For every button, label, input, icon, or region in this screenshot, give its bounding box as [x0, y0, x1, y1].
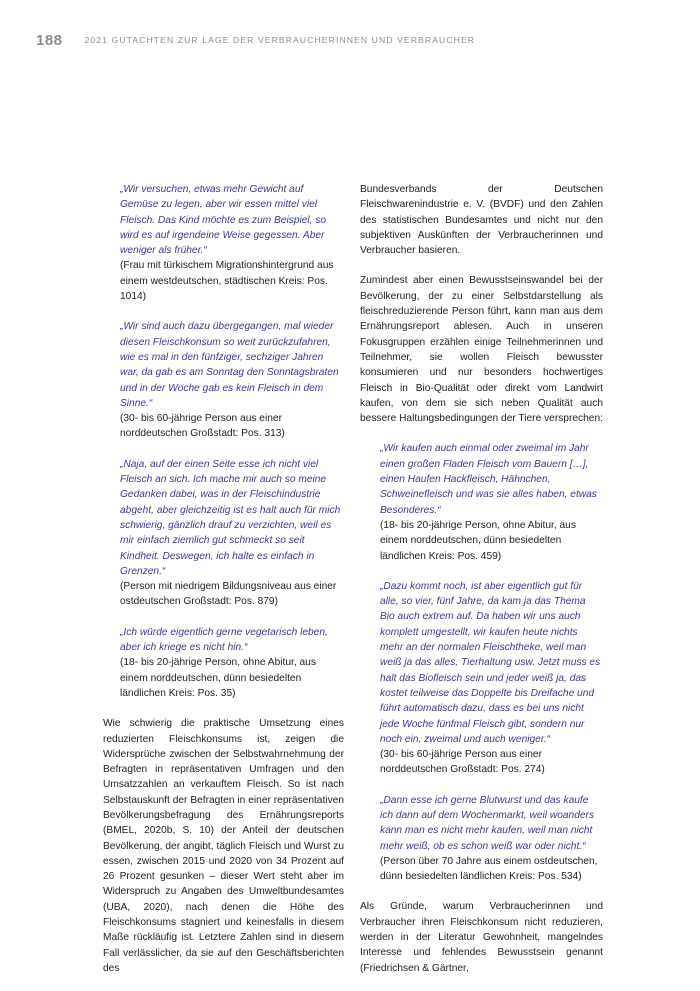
running-title: 2021 GUTACHTEN ZUR LAGE DER VERBRAUCHERINNEN UND VERBRAUCHER — [84, 35, 476, 45]
quote-source: (Person über 70 Jahre aus einem ostdeutschen, dünn besiedelten ländlichen Kreis: Pos. 534) — [380, 855, 598, 883]
body-paragraph: Zumindest aber einen Bewusstseinswandel bei der Bevölkerung, der zu einer Selbstdarstellung als fleischreduzierende Person führt, kann man aus dem Ernährungsreport ablesen. Auch in unseren Fokusgruppen erzählen einige Teilnehmerinnen und Teilnehmer, sie wollen Fleisch bewusster konsumieren und nur besonders hochwertiges Fleisch in Bio-Qualität oder direkt vom Landwirt kaufen, von dem sie sich neben Qualität auch bessere Haltungsbedingungen der Tiere versprechen: — [360, 275, 603, 425]
interview-quote: „Dazu kommt noch, ist aber eigentlich gut für alle, so vier, fünf Jahre, da kam ja das Thema Bio auch extrem auf. Da haben wir uns auch komplett umgestellt, wir kaufen heute nichts mehr an der normalen Fleischtheke, weil man weiß ja das alles, Tierhaltung usw. Jetzt muss es halt das Biofleisch sein und jeder weiß ja, das kostet teilweise das Doppelte bis Dreifache und führt automatisch dazu, dass es bei uns nicht jede Woche fünfmal Fleisch gibt, sondern nur noch ein, zweimal und auch weniger.“ — [380, 580, 601, 745]
quote-block — [380, 579, 603, 778]
quote-source: (18- bis 20-jährige Person, ohne Abitur, aus einem norddeutschen, dünn besiedelten ländlichen Kreis: Pos. 459) — [380, 519, 576, 562]
quote-source: (Frau mit türkischem Migrationshintergrund aus einem westdeutschen, städtischen Kreis: Pos. 1014) — [120, 260, 334, 303]
interview-quote: „Wir sind auch dazu übergegangen, mal wieder diesen Fleischkonsum so weit zurückzufahren, wie es mal in den fünfziger, sechziger Jahren war, da gab es am Sonntag den Sonntagsbraten und in der Woche gab es kein Fleisch in dem Sinne.“ — [120, 321, 339, 409]
page-number: 188 — [36, 31, 63, 49]
quote-block — [380, 441, 603, 563]
body-paragraph: Bundesverbands der Deutschen Fleischwarenindustrie e. V. (BVDF) und den Zahlen des statistischen Bundesamtes und nicht nur den subjektiven Auskünften der Verbraucherinnen und Verbraucher basieren. — [360, 184, 603, 257]
right-column — [360, 182, 603, 991]
quote-block — [120, 182, 344, 304]
quote-block — [120, 625, 344, 701]
quote-block — [120, 457, 344, 610]
page-header — [36, 30, 475, 50]
quote-source: (18- bis 20-jährige Person, ohne Abitur, aus einem norddeutschen, dünn besiedelten ländlichen Kreis: Pos. 35) — [120, 657, 316, 699]
interview-quote: „Wir kaufen auch einmal oder zweimal im Jahr einen großen Fladen Fleisch vom Bauern […], einen Haufen Hackfleisch, Hähnchen, Schweinefleisch und was sie alles haben, etwas Besonderes.“ — [380, 443, 597, 516]
interview-quote: „Wir versuchen, etwas mehr Gewicht auf Gemüse zu legen, aber wir essen mittel viel Fleisch. Das Kind möchte es zum Beispiel, so wird es auf irgendeine Weise gegessen. Aber weniger als früher.“ — [120, 184, 327, 257]
quote-block — [120, 319, 344, 441]
body-paragraph: Wie schwierig die praktische Umsetzung eines reduzierten Fleischkonsums ist, zeigen die Widersprüche zwischen der Selbstwahrnehmung der Befragten in repräsentativen Umfragen und den Umsatzzahlen an verkauftem Fleisch. So ist nach Selbstauskunft der Befragten in einer repräsentativen Bevölkerungsbefragung des Ernährungsreports (BMEL, 2020b, S. 10) der Anteil der deutschen Bevölkerung, der angibt, täglich Fleisch und Wurst zu essen, zwischen 2015 und 2020 von 34 Prozent auf 26 Prozent gesunken – dieser Wert steht aber im Widerspruch zu Angaben des Umweltbundesamtes (UBA, 2020), nach denen die Höhe des Fleischkonsums stagniert und keinesfalls in diesem Maße rückläufig ist. Letztere Zahlen sind in diesem Fall verlässlicher, da sie auf den Geschäftsberichten des — [103, 718, 344, 974]
interview-quote: „Dann esse ich gerne Blutwurst und das kaufe ich dann auf dem Wochenmarkt, weil woanders kann man es nicht mehr kaufen, weil man nicht mehr weiß, ob es schon weiß war oder nicht.“ — [380, 794, 595, 852]
quote-block — [380, 793, 603, 885]
interview-quote: „Ich würde eigentlich gerne vegetarisch leben, aber ich kriege es nicht hin.“ — [120, 626, 328, 654]
interview-quote: „Naja, auf der einen Seite esse ich nicht viel Fleisch an sich. Ich mache mir auch so meine Gedanken dabei, was in der Fleischindustrie abgeht, aber gleichzeitig ist es halt auch für mich schwierig, gänzlich drauf zu verzichten, weil es mir einfach ziemlich gut schmeckt so seit Kindheit. Deswegen, ich halte es einfach in Grenzen.“ — [120, 458, 341, 577]
left-column — [103, 182, 344, 991]
quote-source: (30- bis 60-jährige Person aus einer norddeutschen Großstadt: Pos. 274) — [380, 749, 545, 776]
quote-source: (30- bis 60-jährige Person aus einer norddeutschen Großstadt: Pos. 313) — [120, 413, 285, 440]
body-paragraph: Als Gründe, warum Verbraucherinnen und Verbraucher ihren Fleischkonsum nicht reduzieren, werden in der Literatur Gewohnheit, mangelndes Interesse und fehlendes Bewusstsein genannt (Friedrichsen & Gärtner, — [360, 901, 603, 974]
quote-source: (Person mit niedrigem Bildungsniveau aus einer ostdeutschen Großstadt: Pos. 879) — [120, 581, 337, 608]
